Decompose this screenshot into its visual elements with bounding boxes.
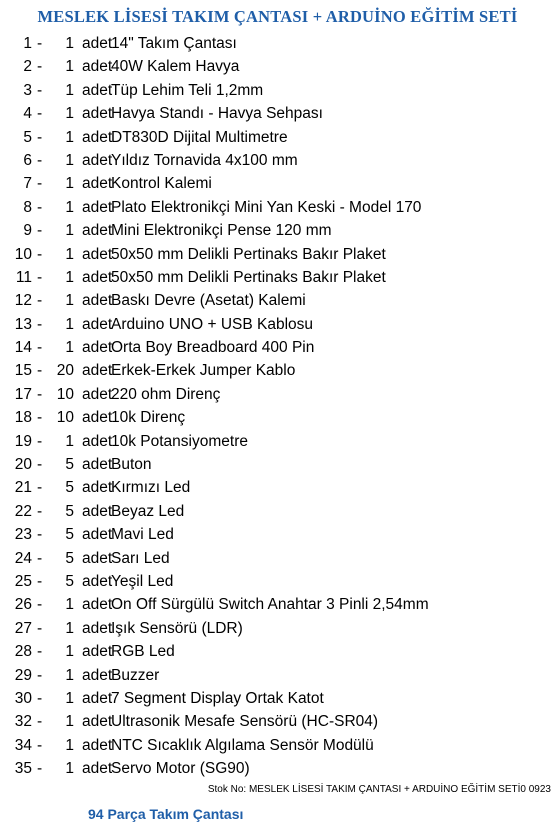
item-name: Buzzer xyxy=(111,666,160,684)
item-separator: - xyxy=(37,502,43,520)
item-number: 22 xyxy=(14,502,32,520)
item-unit: adet xyxy=(82,689,113,707)
item-separator: - xyxy=(37,666,43,684)
item-separator: - xyxy=(37,432,43,450)
item-name: 7 Segment Display Ortak Katot xyxy=(111,689,324,707)
item-unit: adet xyxy=(82,479,113,497)
item-quantity: 1 xyxy=(65,35,74,52)
item-unit: adet xyxy=(82,175,113,193)
item-unit: adet xyxy=(82,292,113,310)
item-number: 13 xyxy=(14,315,32,333)
item-quantity: 1 xyxy=(65,198,74,216)
item-number: 26 xyxy=(14,596,32,614)
item-name: Yeşil Led xyxy=(111,572,174,590)
item-separator: - xyxy=(37,222,43,240)
item-quantity: 1 xyxy=(65,643,74,661)
item-unit: adet xyxy=(82,151,113,169)
item-separator: - xyxy=(37,643,43,661)
item-number: 29 xyxy=(14,666,32,684)
list-item xyxy=(0,196,555,219)
item-separator: - xyxy=(37,292,43,310)
item-quantity: 5 xyxy=(65,549,74,567)
list-item xyxy=(0,430,555,453)
item-number: 25 xyxy=(14,572,32,590)
item-name: Beyaz Led xyxy=(111,502,185,520)
list-item xyxy=(0,640,555,663)
list-item xyxy=(0,313,555,336)
item-number: 6 xyxy=(23,151,32,169)
item-name: 40W Kalem Havya xyxy=(111,58,240,76)
item-unit: adet xyxy=(82,456,113,474)
item-unit: adet xyxy=(82,713,113,731)
list-item xyxy=(0,664,555,687)
list-item xyxy=(0,55,555,78)
item-number: 24 xyxy=(14,549,32,567)
item-separator: - xyxy=(37,339,43,357)
item-number: 4 xyxy=(23,105,32,123)
item-name: RGB Led xyxy=(111,643,175,661)
list-item xyxy=(0,126,555,149)
item-quantity: 5 xyxy=(65,526,74,544)
item-unit: adet xyxy=(82,760,113,778)
item-number: 12 xyxy=(14,292,32,310)
item-name: Servo Motor (SG90) xyxy=(111,760,250,778)
item-unit: adet xyxy=(82,643,113,661)
item-name: Kontrol Kalemi xyxy=(111,175,212,193)
item-name: Havya Standı - Havya Sehpası xyxy=(111,105,323,123)
item-quantity: 1 xyxy=(65,151,74,169)
item-unit: adet xyxy=(82,198,113,216)
item-quantity: 1 xyxy=(65,760,74,778)
item-number: 14 xyxy=(14,339,32,357)
item-number: 15 xyxy=(14,362,32,380)
item-number: 27 xyxy=(14,619,32,637)
item-number: 34 xyxy=(14,736,32,754)
item-separator: - xyxy=(37,175,43,193)
item-unit: adet xyxy=(82,432,113,450)
item-separator: - xyxy=(37,245,43,263)
list-item xyxy=(0,172,555,195)
item-name: DT830D Dijital Multimetre xyxy=(111,128,288,146)
item-unit: adet xyxy=(82,736,113,754)
item-list xyxy=(0,32,555,781)
item-unit: adet xyxy=(82,81,113,99)
item-quantity: 1 xyxy=(65,619,74,637)
item-number: 2 xyxy=(23,58,32,76)
item-quantity: 1 xyxy=(65,736,74,754)
item-unit: adet xyxy=(82,245,113,263)
item-number: 5 xyxy=(23,128,32,146)
item-separator: - xyxy=(37,385,43,403)
item-separator: - xyxy=(37,619,43,637)
list-item xyxy=(0,359,555,382)
item-number: 17 xyxy=(14,385,32,403)
item-quantity: 1 xyxy=(65,713,74,731)
item-name: On Off Sürgülü Switch Anahtar 3 Pinli 2,54mm xyxy=(111,596,429,614)
item-quantity: 1 xyxy=(65,315,74,333)
item-name: 50x50 mm Delikli Pertinaks Bakır Plaket xyxy=(111,245,386,263)
item-quantity: 1 xyxy=(65,222,74,240)
piece-count-footer: 94 Parça Takım Çantası xyxy=(88,806,244,822)
item-unit: adet xyxy=(82,58,113,76)
item-quantity: 1 xyxy=(65,432,74,450)
item-name: 14" Takım Çantası xyxy=(111,35,237,52)
item-name: Plato Elektronikçi Mini Yan Keski - Model 170 xyxy=(111,198,422,216)
item-name: 10k Potansiyometre xyxy=(111,432,248,450)
item-separator: - xyxy=(37,689,43,707)
item-number: 20 xyxy=(14,456,32,474)
item-separator: - xyxy=(37,760,43,778)
item-separator: - xyxy=(37,596,43,614)
list-item xyxy=(0,336,555,359)
item-unit: adet xyxy=(82,315,113,333)
list-item xyxy=(0,102,555,125)
item-separator: - xyxy=(37,409,43,427)
list-item xyxy=(0,593,555,616)
item-number: 30 xyxy=(14,689,32,707)
page-title: MESLEK LİSESİ TAKIM ÇANTASI + ARDUİNO EĞİTİM SETİ xyxy=(37,7,518,26)
item-name: Baskı Devre (Asetat) Kalemi xyxy=(111,292,306,310)
list-item xyxy=(0,79,555,102)
item-name: Sarı Led xyxy=(111,549,170,567)
item-separator: - xyxy=(37,479,43,497)
item-quantity: 10 xyxy=(56,385,74,403)
item-quantity: 1 xyxy=(65,245,74,263)
item-name: Ultrasonik Mesafe Sensörü (HC-SR04) xyxy=(111,713,379,731)
item-quantity: 1 xyxy=(65,175,74,193)
item-separator: - xyxy=(37,105,43,123)
item-name: Buton xyxy=(111,456,152,474)
item-name: Tüp Lehim Teli 1,2mm xyxy=(111,81,264,99)
list-item xyxy=(0,687,555,710)
item-separator: - xyxy=(37,315,43,333)
item-unit: adet xyxy=(82,409,113,427)
item-name: 220 ohm Direnç xyxy=(111,385,221,403)
item-quantity: 20 xyxy=(56,362,74,380)
item-unit: adet xyxy=(82,502,113,520)
item-quantity: 1 xyxy=(65,81,74,99)
item-unit: adet xyxy=(82,385,113,403)
item-number: 9 xyxy=(23,222,32,240)
item-unit: adet xyxy=(82,572,113,590)
item-quantity: 10 xyxy=(56,409,74,427)
item-number: 7 xyxy=(23,175,32,193)
item-separator: - xyxy=(37,268,43,286)
item-separator: - xyxy=(37,736,43,754)
stock-code: Stok No: MESLEK LİSESİ TAKIM ÇANTASI + ARDUİNO EĞİTİM SETİ0 0923 xyxy=(207,784,551,795)
item-name: Yıldız Tornavida 4x100 mm xyxy=(111,151,298,169)
item-number: 21 xyxy=(14,479,32,497)
item-unit: adet xyxy=(82,362,113,380)
item-unit: adet xyxy=(82,339,113,357)
item-name: Mavi Led xyxy=(111,526,174,544)
item-quantity: 1 xyxy=(65,292,74,310)
list-item xyxy=(0,453,555,476)
item-unit: adet xyxy=(82,222,113,240)
item-separator: - xyxy=(37,128,43,146)
item-name: 10k Direnç xyxy=(111,409,186,427)
list-item xyxy=(0,500,555,523)
list-item xyxy=(0,289,555,312)
item-quantity: 5 xyxy=(65,479,74,497)
list-item xyxy=(0,710,555,733)
item-unit: adet xyxy=(82,128,113,146)
item-number: 28 xyxy=(14,643,32,661)
list-item xyxy=(0,570,555,593)
list-item xyxy=(0,383,555,406)
item-number: 32 xyxy=(14,713,32,731)
item-separator: - xyxy=(37,362,43,380)
item-separator: - xyxy=(37,713,43,731)
item-quantity: 5 xyxy=(65,572,74,590)
item-separator: - xyxy=(37,81,43,99)
item-quantity: 5 xyxy=(65,502,74,520)
item-quantity: 1 xyxy=(65,128,74,146)
item-separator: - xyxy=(37,151,43,169)
item-name: Mini Elektronikçi Pense 120 mm xyxy=(111,222,332,240)
item-name: Orta Boy Breadboard 400 Pin xyxy=(111,339,315,357)
list-item xyxy=(0,149,555,172)
item-quantity: 5 xyxy=(65,456,74,474)
item-quantity: 1 xyxy=(65,339,74,357)
item-number: 3 xyxy=(23,81,32,99)
item-quantity: 1 xyxy=(65,596,74,614)
item-name: Erkek-Erkek Jumper Kablo xyxy=(111,362,296,380)
item-quantity: 1 xyxy=(65,58,74,76)
item-number: 23 xyxy=(14,526,32,544)
item-number: 35 xyxy=(14,760,32,778)
item-number: 19 xyxy=(14,432,32,450)
item-quantity: 1 xyxy=(65,689,74,707)
item-quantity: 1 xyxy=(65,666,74,684)
item-unit: adet xyxy=(82,526,113,544)
list-item xyxy=(0,243,555,266)
item-quantity: 1 xyxy=(65,268,74,286)
item-name: Kırmızı Led xyxy=(111,479,191,497)
item-unit: adet xyxy=(82,35,113,52)
list-item xyxy=(0,523,555,546)
item-name: Işık Sensörü (LDR) xyxy=(111,619,243,637)
list-item xyxy=(0,547,555,570)
item-separator: - xyxy=(37,198,43,216)
item-separator: - xyxy=(37,572,43,590)
item-separator: - xyxy=(37,456,43,474)
list-item xyxy=(0,406,555,429)
item-unit: adet xyxy=(82,596,113,614)
item-separator: - xyxy=(37,58,43,76)
item-number: 10 xyxy=(14,245,32,263)
item-unit: adet xyxy=(82,549,113,567)
item-unit: adet xyxy=(82,666,113,684)
list-item xyxy=(0,734,555,757)
item-name: 50x50 mm Delikli Pertinaks Bakır Plaket xyxy=(111,268,386,286)
item-separator: - xyxy=(37,526,43,544)
list-item xyxy=(0,266,555,289)
list-item xyxy=(0,757,555,780)
item-quantity: 1 xyxy=(65,105,74,123)
list-item xyxy=(0,32,555,55)
item-number: 11 xyxy=(15,268,32,286)
item-unit: adet xyxy=(82,268,113,286)
item-name: NTC Sıcaklık Algılama Sensör Modülü xyxy=(111,736,374,754)
item-number: 1 xyxy=(23,35,32,52)
item-separator: - xyxy=(37,549,43,567)
list-item xyxy=(0,617,555,640)
item-separator: - xyxy=(37,35,43,52)
item-name: Arduino UNO + USB Kablosu xyxy=(111,315,314,333)
item-unit: adet xyxy=(82,105,113,123)
list-item xyxy=(0,219,555,242)
list-item xyxy=(0,476,555,499)
item-number: 8 xyxy=(23,198,32,216)
item-number: 18 xyxy=(14,409,32,427)
item-unit: adet xyxy=(82,619,113,637)
